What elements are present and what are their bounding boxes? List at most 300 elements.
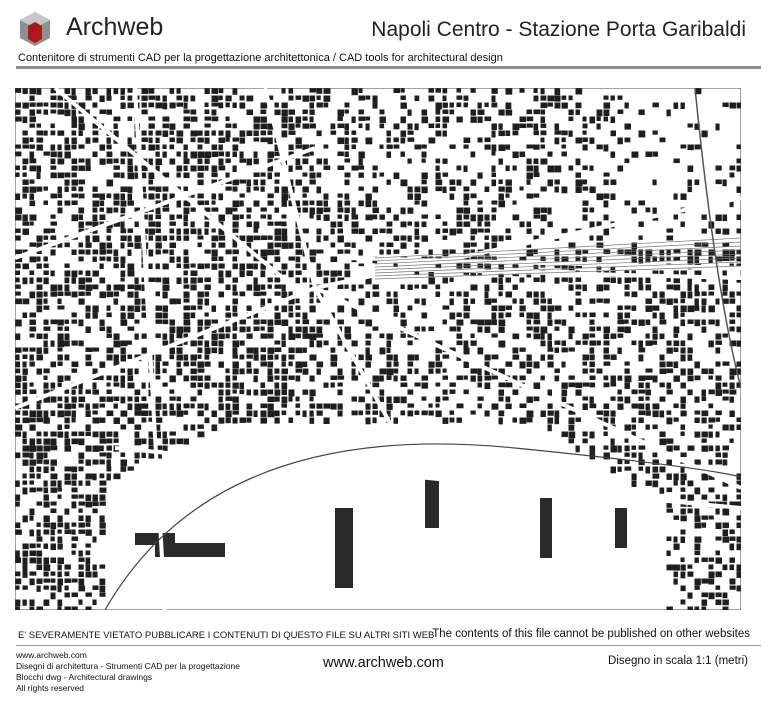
building — [674, 376, 680, 382]
building — [513, 131, 519, 136]
building — [471, 194, 477, 199]
building — [674, 194, 678, 200]
building — [51, 222, 57, 226]
building — [401, 313, 406, 318]
building — [58, 362, 63, 366]
building — [65, 607, 71, 611]
building — [583, 208, 588, 213]
building — [443, 376, 448, 380]
building — [436, 173, 441, 180]
building — [695, 376, 701, 381]
building — [702, 523, 707, 528]
building — [79, 432, 85, 437]
building — [534, 166, 539, 173]
building — [51, 474, 58, 480]
building — [275, 383, 280, 389]
building — [450, 299, 454, 306]
building — [464, 215, 470, 220]
building — [254, 138, 260, 142]
building — [590, 313, 596, 318]
building — [583, 201, 589, 206]
building — [205, 348, 211, 355]
building — [149, 278, 156, 282]
building — [667, 250, 671, 256]
building — [520, 376, 526, 381]
building — [471, 369, 478, 374]
building — [534, 320, 541, 325]
building — [212, 348, 218, 354]
building — [506, 404, 512, 410]
building — [471, 341, 477, 346]
building — [289, 376, 295, 380]
building — [471, 117, 477, 123]
building — [625, 292, 630, 297]
building — [135, 432, 140, 438]
building — [513, 299, 517, 304]
building — [604, 383, 610, 388]
building — [100, 264, 104, 269]
building — [72, 607, 78, 611]
building — [30, 544, 36, 549]
building — [93, 509, 98, 514]
building — [65, 446, 72, 452]
building — [275, 103, 279, 108]
building — [450, 383, 456, 387]
building — [16, 278, 20, 283]
building — [534, 362, 540, 369]
building — [79, 523, 85, 528]
building — [37, 502, 43, 506]
building — [408, 369, 413, 374]
building — [604, 404, 610, 410]
building — [58, 208, 63, 214]
building — [135, 306, 141, 312]
building — [478, 110, 485, 115]
building — [303, 348, 307, 353]
building — [345, 264, 350, 270]
building — [366, 194, 372, 201]
building — [506, 278, 512, 283]
building — [471, 215, 476, 222]
building — [254, 159, 259, 165]
building — [394, 362, 399, 367]
building — [331, 243, 336, 248]
building — [23, 103, 29, 109]
building — [86, 355, 92, 361]
building — [716, 124, 720, 131]
building — [429, 138, 436, 144]
building — [394, 124, 400, 130]
building — [65, 89, 71, 94]
building — [716, 229, 721, 234]
building — [296, 376, 301, 382]
building — [184, 306, 191, 311]
building — [205, 103, 209, 108]
building — [240, 383, 245, 389]
building — [65, 404, 72, 410]
building — [254, 390, 259, 396]
building — [58, 523, 64, 528]
building — [44, 278, 49, 285]
building — [170, 334, 174, 341]
building — [737, 565, 742, 572]
building — [597, 299, 603, 303]
building — [583, 285, 587, 292]
building — [401, 397, 407, 404]
building — [401, 222, 407, 228]
building — [730, 292, 735, 298]
building — [408, 390, 414, 395]
building — [233, 418, 238, 424]
building — [58, 565, 62, 571]
building — [170, 327, 176, 334]
building — [401, 131, 407, 137]
building — [681, 432, 685, 436]
building — [65, 418, 70, 424]
building — [331, 376, 338, 381]
building — [555, 327, 560, 331]
building — [254, 376, 258, 383]
building — [30, 145, 35, 149]
building — [709, 425, 713, 429]
building — [415, 96, 420, 102]
building — [261, 327, 265, 331]
building — [289, 117, 293, 123]
building — [499, 131, 505, 137]
building — [128, 117, 133, 121]
building — [72, 495, 78, 499]
building — [709, 460, 713, 465]
building — [436, 159, 441, 164]
building — [16, 166, 20, 171]
building — [275, 341, 281, 345]
building — [191, 110, 197, 115]
building — [198, 320, 204, 326]
building — [303, 390, 309, 395]
building — [37, 145, 43, 151]
building — [667, 348, 673, 354]
building — [345, 201, 351, 206]
building — [625, 446, 630, 452]
building — [723, 495, 728, 501]
building — [604, 327, 610, 334]
building — [688, 369, 694, 375]
website-link[interactable]: www.archweb.com — [323, 655, 444, 671]
building — [30, 418, 36, 423]
building — [219, 397, 223, 403]
building — [72, 551, 76, 555]
building — [317, 264, 321, 270]
building — [205, 313, 209, 317]
building — [485, 292, 489, 299]
building — [268, 376, 274, 382]
building — [142, 103, 147, 108]
building — [268, 138, 273, 145]
building — [625, 124, 632, 130]
building — [205, 341, 210, 348]
building — [23, 544, 29, 550]
building — [653, 411, 659, 418]
building — [366, 292, 371, 298]
building — [128, 327, 135, 331]
building — [576, 173, 582, 178]
building — [618, 138, 623, 145]
building — [604, 110, 610, 116]
building — [513, 355, 520, 360]
building — [604, 299, 610, 304]
building — [520, 348, 526, 352]
building — [261, 334, 268, 339]
building — [422, 152, 427, 158]
building — [569, 278, 573, 283]
building — [429, 89, 434, 93]
building — [205, 418, 210, 424]
building — [114, 124, 118, 129]
building — [72, 110, 76, 117]
building — [450, 292, 455, 297]
building — [492, 306, 498, 312]
building — [191, 166, 197, 172]
building — [555, 131, 562, 135]
building — [387, 131, 391, 137]
building — [79, 124, 85, 131]
building — [100, 201, 105, 207]
building — [597, 194, 604, 201]
building — [667, 110, 671, 117]
building — [275, 173, 280, 177]
building — [44, 334, 48, 340]
building — [135, 243, 141, 249]
building — [79, 390, 83, 395]
building — [275, 355, 279, 360]
building — [296, 369, 303, 373]
building — [114, 201, 120, 206]
building — [737, 502, 742, 506]
building — [37, 530, 41, 537]
building — [198, 201, 205, 206]
building — [401, 180, 408, 187]
building — [128, 250, 132, 256]
building — [58, 285, 63, 291]
building — [723, 453, 728, 458]
building — [702, 131, 708, 138]
building — [296, 299, 300, 304]
building — [576, 446, 580, 453]
building — [37, 173, 41, 180]
building — [310, 96, 316, 102]
building — [156, 222, 161, 228]
building — [268, 348, 275, 354]
building — [303, 96, 309, 102]
building — [527, 124, 533, 128]
building — [247, 159, 252, 166]
building — [23, 551, 29, 557]
building — [415, 327, 421, 332]
building — [86, 551, 91, 556]
building — [254, 292, 261, 297]
building — [303, 362, 308, 368]
building — [674, 418, 679, 422]
building — [23, 558, 28, 565]
building — [44, 418, 50, 424]
building — [114, 376, 119, 382]
building — [464, 201, 469, 206]
building — [156, 334, 161, 338]
building — [268, 362, 274, 368]
building — [205, 278, 211, 283]
building — [198, 159, 203, 165]
building — [72, 215, 79, 222]
building — [100, 565, 106, 569]
building — [345, 138, 349, 145]
building — [457, 117, 463, 123]
building — [730, 544, 735, 551]
building — [37, 348, 42, 354]
building — [51, 110, 57, 114]
building — [485, 411, 490, 417]
building — [674, 334, 679, 338]
building — [30, 313, 37, 318]
building — [611, 446, 618, 453]
building — [338, 166, 345, 171]
building — [30, 117, 36, 123]
building — [23, 278, 28, 285]
building — [58, 488, 62, 492]
building — [639, 383, 644, 389]
building — [499, 306, 505, 312]
building — [44, 131, 48, 136]
building — [107, 292, 114, 298]
building — [142, 439, 147, 445]
building — [492, 103, 498, 108]
building — [345, 215, 349, 222]
building — [345, 103, 350, 108]
header-divider — [16, 66, 761, 69]
building — [436, 215, 441, 220]
building — [233, 383, 239, 389]
building — [639, 355, 644, 362]
building — [660, 292, 665, 298]
building — [702, 432, 708, 438]
building — [506, 180, 512, 186]
building — [86, 481, 91, 486]
building — [121, 278, 125, 282]
building — [345, 194, 350, 200]
building — [16, 376, 22, 382]
building — [114, 334, 120, 340]
building — [86, 425, 91, 431]
building — [100, 159, 106, 165]
building — [317, 404, 323, 409]
building — [240, 355, 245, 360]
building — [37, 432, 42, 437]
building — [387, 376, 392, 380]
building — [310, 103, 315, 109]
building — [114, 285, 121, 291]
building — [709, 446, 714, 452]
brand-name: Archweb — [66, 13, 164, 41]
building — [212, 257, 218, 262]
building — [247, 110, 254, 116]
building — [352, 145, 356, 150]
building — [534, 145, 540, 150]
building — [485, 229, 490, 233]
building — [268, 320, 274, 326]
building — [226, 152, 230, 157]
building — [282, 306, 288, 313]
building — [394, 306, 399, 313]
building — [513, 215, 520, 221]
building — [254, 327, 260, 331]
building — [86, 558, 91, 565]
building — [100, 397, 106, 402]
building — [16, 432, 22, 437]
building — [30, 362, 35, 367]
building — [212, 145, 218, 150]
building — [51, 467, 55, 472]
building — [163, 320, 169, 325]
building — [296, 313, 301, 318]
building — [387, 138, 391, 143]
building — [310, 292, 314, 298]
building — [282, 376, 288, 381]
building — [51, 152, 57, 158]
building — [604, 229, 610, 236]
building — [709, 404, 714, 409]
building — [604, 348, 609, 354]
building — [338, 271, 342, 276]
building — [576, 89, 583, 95]
building — [408, 159, 412, 164]
building — [338, 222, 343, 228]
building — [156, 320, 163, 324]
building — [177, 348, 183, 354]
building — [492, 236, 498, 242]
building — [37, 474, 41, 479]
building — [597, 285, 604, 292]
building — [534, 131, 539, 136]
building — [618, 306, 623, 311]
building — [205, 110, 210, 114]
building — [443, 131, 447, 137]
building — [233, 369, 239, 375]
building — [569, 166, 574, 171]
building — [16, 250, 23, 255]
building — [646, 208, 651, 213]
building — [667, 551, 671, 557]
building — [674, 103, 679, 109]
building — [37, 453, 44, 460]
building — [716, 432, 720, 438]
building — [324, 159, 328, 165]
building — [569, 348, 575, 352]
building — [23, 460, 29, 466]
building — [156, 404, 162, 410]
building — [219, 292, 225, 298]
building — [72, 313, 77, 318]
building — [107, 348, 114, 354]
building — [226, 404, 231, 410]
building — [646, 411, 651, 416]
building — [513, 348, 519, 354]
building — [184, 208, 190, 215]
building — [128, 201, 134, 206]
building — [681, 453, 687, 457]
building — [226, 313, 232, 318]
building — [261, 362, 268, 367]
building — [737, 166, 742, 172]
building — [121, 341, 128, 347]
